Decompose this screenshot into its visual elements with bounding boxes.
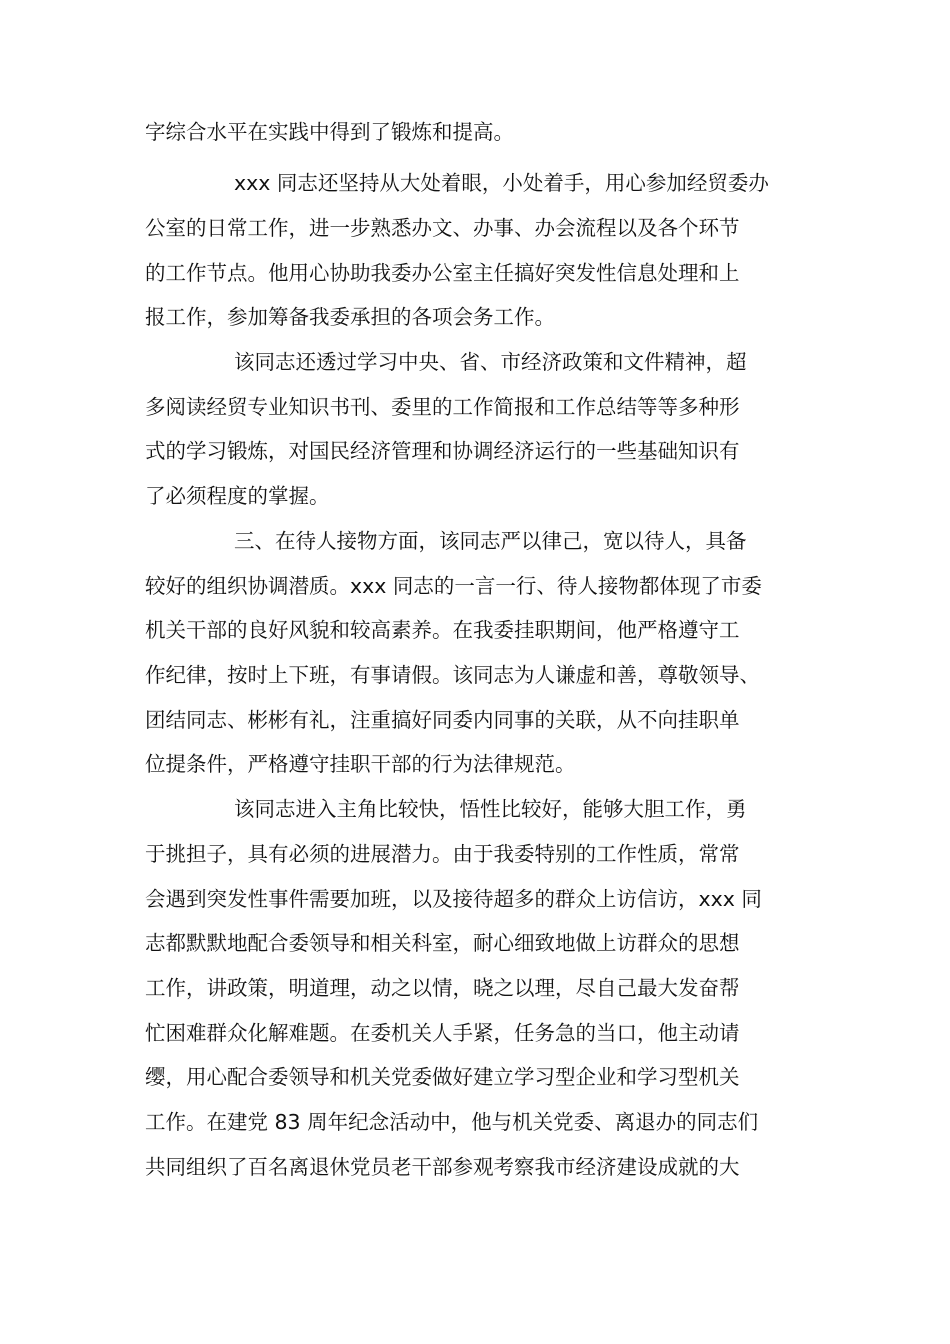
text-line: 会遇到突发性事件需要加班，以及接待超多的群众上访信访，xxx 同	[145, 887, 762, 911]
text-line: 位提条件，严格遵守挂职干部的行为法律规范。	[145, 752, 576, 776]
text-line: 较好的组织协调潜质。xxx 同志的一言一行、待人接物都体现了市委	[145, 574, 762, 598]
paragraph-first-line: 该同志进入主角比较快，悟性比较好，能够大胆工作，勇	[234, 797, 747, 821]
text-line: 式的学习锻炼，对国民经济管理和协调经济运行的一些基础知识有	[145, 439, 740, 463]
text-line: 多阅读经贸专业知识书刊、委里的工作简报和工作总结等等多种形	[145, 395, 740, 419]
paragraph-first-line: xxx 同志还坚持从大处着眼，小处着手，用心参加经贸委办	[234, 171, 769, 195]
text-line: 报工作，参加筹备我委承担的各项会务工作。	[145, 305, 555, 329]
text-line: 共同组织了百名离退休党员老干部参观考察我市经济建设成就的大	[145, 1155, 740, 1179]
text-line: 忙困难群众化解难题。在委机关人手紧，任务急的当口，他主动请	[145, 1021, 740, 1045]
text-line: 的工作节点。他用心协助我委办公室主任搞好突发性信息处理和上	[145, 261, 740, 285]
text-line: 了必须程度的掌握。	[145, 484, 330, 508]
paragraph-first-line: 三、在待人接物方面，该同志严以律己，宽以待人，具备	[234, 529, 747, 553]
text-line: 公室的日常工作，进一步熟悉办文、办事、办会流程以及各个环节	[145, 216, 740, 240]
text-line: 作纪律，按时上下班，有事请假。该同志为人谦虚和善，尊敬领导、	[145, 663, 760, 687]
text-line: 工作。在建党 83 周年纪念活动中，他与机关党委、离退办的同志们	[145, 1110, 759, 1134]
text-line: 团结同志、彬彬有礼，注重搞好同委内同事的关联，从不向挂职单	[145, 708, 740, 732]
text-line: 于挑担子，具有必须的进展潜力。由于我委特别的工作性质，常常	[145, 842, 740, 866]
text-line: 机关干部的良好风貌和较高素养。在我委挂职期间，他严格遵守工	[145, 618, 740, 642]
text-line: 缨，用心配合委领导和机关党委做好建立学习型企业和学习型机关	[145, 1065, 740, 1089]
paragraph-first-line: 该同志还透过学习中央、省、市经济政策和文件精神，超	[234, 350, 747, 374]
text-line: 志都默默地配合委领导和相关科室，耐心细致地做上访群众的思想	[145, 931, 740, 955]
text-line: 工作，讲政策，明道理，动之以情，晓之以理，尽自己最大发奋帮	[145, 976, 740, 1000]
text-line: 字综合水平在实践中得到了锻炼和提高。	[145, 120, 514, 144]
